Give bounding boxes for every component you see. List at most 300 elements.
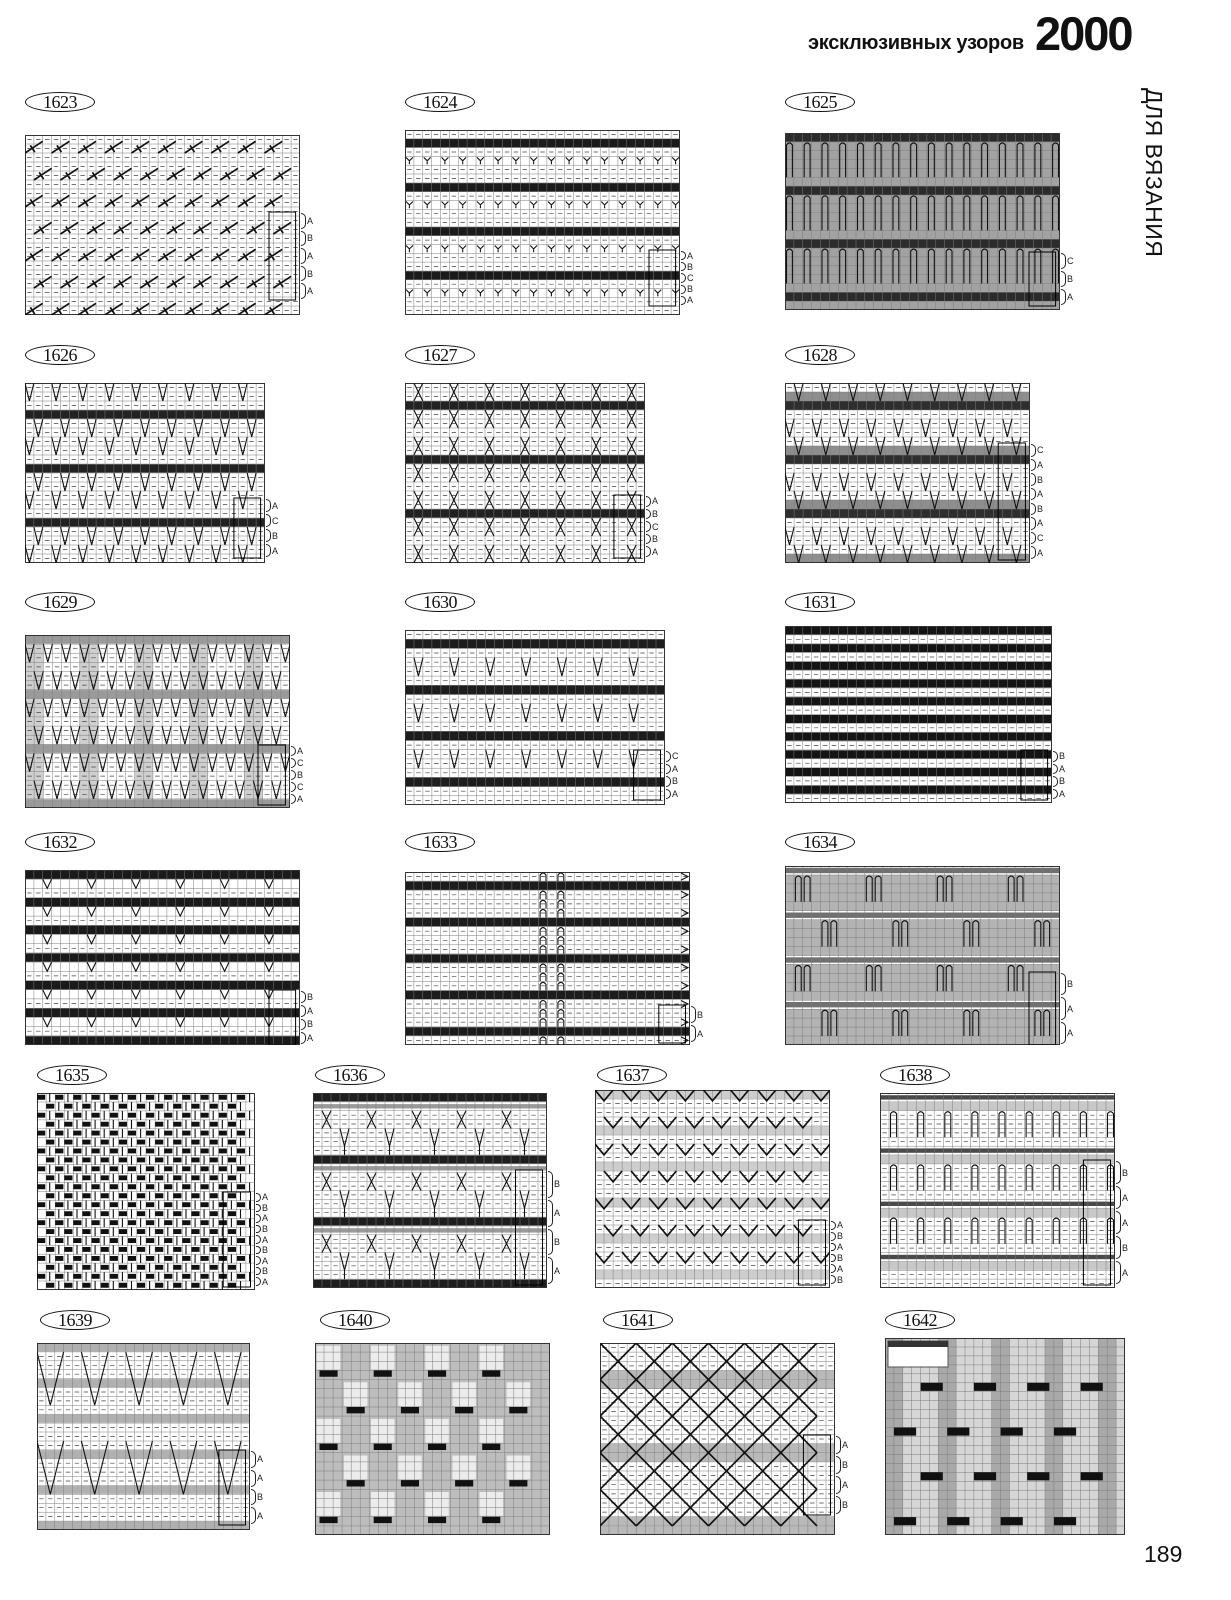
row-bracket (836, 1456, 841, 1474)
color-cell (425, 1419, 449, 1443)
row-bracket (256, 1235, 261, 1244)
color-band (785, 902, 1060, 911)
row-bracket (256, 1214, 261, 1223)
color-cell (371, 1492, 395, 1516)
row-label: B (837, 1274, 844, 1285)
row-bracket (256, 1277, 261, 1286)
row-bracket (1116, 1211, 1121, 1234)
row-label: A (672, 763, 679, 774)
row-label: A (257, 1510, 264, 1521)
color-band (405, 685, 665, 694)
row-label: B (307, 233, 314, 244)
grid-lines (25, 135, 300, 315)
row-label: B (272, 530, 279, 541)
pattern-number: 1637 (597, 1065, 667, 1085)
row-bracket (831, 1264, 836, 1273)
row-label: B (1037, 474, 1044, 485)
row-bracket (1116, 1161, 1121, 1184)
row-label: A (1037, 547, 1044, 558)
grid-lines (785, 866, 1060, 1045)
color-band (785, 1027, 1060, 1036)
color-band (785, 982, 1060, 991)
color-band (785, 893, 1060, 902)
row-label: A (262, 1255, 269, 1266)
color-band (405, 777, 665, 786)
row-label: A (307, 215, 314, 226)
color-band (785, 947, 1060, 956)
row-bracket (681, 251, 686, 260)
row-label: A (652, 546, 659, 557)
knitting-chart (600, 1343, 835, 1535)
color-cell (480, 1492, 504, 1516)
color-cell (425, 1492, 449, 1516)
row-bracket (836, 1476, 841, 1494)
row-bracket (548, 1257, 553, 1284)
row-bracket (666, 789, 671, 800)
row-label: B (837, 1252, 844, 1263)
row-bracket (1031, 517, 1036, 530)
row-label: C (297, 758, 304, 768)
color-band (785, 239, 1060, 248)
row-label: B (1059, 776, 1066, 787)
row-bracket (251, 1507, 256, 1524)
color-band (785, 938, 1060, 947)
row-bracket (1053, 776, 1058, 787)
row-bracket (836, 1436, 841, 1454)
row-label: A (1122, 1267, 1129, 1278)
row-label: C (687, 273, 694, 283)
pattern-number: 1639 (40, 1310, 110, 1330)
row-label: A (307, 1005, 314, 1016)
color-band (405, 401, 645, 410)
pattern-number: 1638 (880, 1065, 950, 1085)
row-bracket (256, 1204, 261, 1213)
pattern-number: 1631 (785, 592, 855, 612)
row-label: A (1067, 292, 1074, 302)
color-band (785, 257, 1060, 266)
row-bracket (831, 1275, 836, 1284)
row-bracket (548, 1171, 553, 1198)
color-band (785, 133, 1060, 142)
row-label: A (842, 1480, 849, 1490)
row-bracket (301, 1032, 306, 1044)
row-label: C (1037, 533, 1044, 544)
row-label: C (672, 751, 679, 762)
row-bracket (681, 296, 686, 305)
color-cell (507, 1456, 530, 1480)
row-bracket (548, 1200, 553, 1227)
row-bracket (1031, 532, 1036, 545)
row-bracket (831, 1243, 836, 1252)
color-band (785, 455, 1030, 464)
row-bracket (1061, 973, 1066, 995)
row-bracket (301, 1019, 306, 1031)
row-bracket (691, 1025, 696, 1042)
color-cell (507, 1382, 530, 1406)
row-label: B (554, 1236, 561, 1247)
color-band (25, 464, 265, 473)
row-bracket (291, 758, 296, 768)
row-label: B (554, 1179, 561, 1190)
row-bracket (291, 794, 296, 804)
row-bracket (1061, 289, 1066, 305)
color-band (405, 455, 645, 464)
row-label: A (554, 1265, 561, 1276)
color-band (785, 1036, 1060, 1045)
color-band (785, 973, 1060, 982)
color-cell (344, 1456, 368, 1480)
row-label: C (272, 515, 279, 526)
row-label: B (687, 284, 694, 295)
color-band (785, 401, 1030, 410)
knitting-chart (405, 872, 690, 1045)
row-label: A (687, 250, 694, 261)
color-cell (317, 1419, 341, 1443)
color-band (785, 913, 1060, 918)
knitting-chart (785, 626, 1052, 803)
row-label: A (697, 1028, 704, 1039)
color-band (25, 1036, 300, 1045)
color-cell (452, 1456, 476, 1480)
knitting-chart (595, 1090, 830, 1288)
row-bracket (1053, 789, 1058, 800)
row-label: B (307, 1019, 314, 1030)
row-bracket (646, 534, 651, 545)
color-band (25, 690, 290, 698)
side-section-title: ДЛЯ ВЯЗАНИЯ (1141, 88, 1167, 258)
row-label: C (652, 521, 659, 532)
color-band (785, 957, 1060, 962)
knitting-chart (37, 1093, 255, 1290)
row-label: A (272, 500, 279, 511)
color-band (25, 870, 300, 879)
color-cell (480, 1346, 504, 1370)
pattern-number: 1632 (25, 832, 95, 852)
row-label: C (1067, 256, 1074, 266)
row-bracket (266, 529, 271, 542)
grid-lines (785, 133, 1060, 310)
color-band (785, 151, 1060, 160)
color-band (785, 509, 1030, 518)
knitting-chart (25, 383, 265, 563)
row-bracket (266, 514, 271, 527)
row-bracket (1031, 503, 1036, 516)
row-bracket (681, 262, 686, 271)
row-bracket (831, 1232, 836, 1241)
row-label: A (1122, 1217, 1129, 1228)
row-bracket (831, 1254, 836, 1263)
row-label: A (262, 1234, 269, 1245)
row-label: B (297, 770, 304, 780)
knitting-chart (315, 1343, 550, 1535)
knitting-chart (313, 1093, 547, 1288)
row-bracket (646, 546, 651, 557)
row-label: B (652, 534, 659, 545)
row-label: A (297, 746, 304, 756)
color-cell (371, 1419, 395, 1443)
row-label: B (842, 1460, 849, 1470)
row-bracket (1116, 1236, 1121, 1259)
color-cell (398, 1382, 422, 1406)
grid-path (785, 626, 1052, 803)
row-label: B (1067, 274, 1074, 284)
pattern-number: 1633 (405, 832, 475, 852)
row-bracket (646, 509, 651, 520)
color-band (25, 926, 300, 935)
row-bracket (301, 991, 306, 1003)
row-label: B (307, 268, 314, 279)
color-band (25, 745, 290, 753)
color-band (785, 204, 1060, 213)
color-band (405, 227, 680, 235)
row-bracket (291, 746, 296, 756)
book-title-number: 2000 (1035, 7, 1132, 60)
row-label: A (1059, 788, 1066, 799)
row-label: B (697, 1009, 704, 1020)
row-bracket (301, 248, 306, 264)
pattern-number: 1641 (603, 1310, 673, 1330)
row-bracket (1061, 1022, 1066, 1044)
row-bracket (1053, 751, 1058, 762)
row-bracket (681, 285, 686, 294)
pattern-number: 1636 (315, 1065, 385, 1085)
book-subtitle: эксклюзивных узоров (808, 32, 1024, 54)
row-bracket (301, 266, 306, 282)
row-bracket (1031, 488, 1036, 501)
color-band (25, 518, 265, 527)
color-band (785, 275, 1060, 284)
row-bracket (301, 231, 306, 247)
pattern-number: 1630 (405, 592, 475, 612)
pattern-number: 1629 (25, 592, 95, 612)
knitting-chart (405, 130, 680, 315)
color-band (785, 230, 1060, 239)
row-label: A (1067, 1027, 1074, 1038)
color-cell (480, 1419, 504, 1443)
color-band (785, 884, 1060, 893)
row-label: B (687, 261, 694, 272)
color-cell (425, 1346, 449, 1370)
pattern-number: 1627 (405, 345, 475, 365)
knitting-chart (405, 383, 645, 563)
row-label: A (307, 251, 314, 261)
color-band (405, 183, 680, 191)
row-bracket (681, 273, 686, 282)
color-band (405, 731, 665, 740)
color-band (25, 410, 265, 419)
row-bracket (1061, 997, 1066, 1019)
row-label: B (837, 1231, 844, 1242)
row-bracket (256, 1256, 261, 1265)
color-band (785, 929, 1060, 938)
row-bracket (836, 1496, 841, 1514)
row-bracket (1053, 764, 1058, 775)
row-bracket (646, 496, 651, 507)
row-bracket (1061, 271, 1066, 287)
grid-path (785, 866, 1060, 1045)
row-bracket (1116, 1261, 1121, 1284)
row-bracket (256, 1246, 261, 1255)
pattern-number: 1634 (785, 832, 855, 852)
row-bracket (256, 1193, 261, 1202)
color-band (785, 284, 1060, 293)
color-band (785, 292, 1060, 301)
row-label: C (297, 782, 304, 792)
row-bracket (291, 782, 296, 792)
color-cell (398, 1456, 422, 1480)
color-band (785, 160, 1060, 169)
pattern-number: 1635 (37, 1065, 107, 1085)
row-label: A (272, 545, 279, 556)
pattern-number: 1626 (25, 345, 95, 365)
row-bracket (251, 1470, 256, 1487)
row-label: A (837, 1242, 844, 1253)
row-label: A (1037, 489, 1044, 500)
row-bracket (266, 544, 271, 557)
knitting-chart (25, 135, 300, 315)
row-bracket (301, 1005, 306, 1017)
color-band (785, 266, 1060, 275)
grid-path (25, 135, 300, 315)
row-bracket (1031, 473, 1036, 486)
row-label: A (1037, 518, 1044, 529)
knitting-chart (405, 630, 665, 805)
color-band (785, 186, 1060, 195)
row-label: B (262, 1202, 269, 1213)
row-label: B (672, 776, 679, 787)
row-bracket (646, 521, 651, 532)
color-band (25, 1009, 300, 1018)
knitting-chart (25, 870, 300, 1045)
row-label: B (262, 1245, 269, 1256)
pattern-number: 1625 (785, 92, 855, 112)
row-label: A (1067, 1003, 1074, 1014)
color-band (405, 271, 680, 279)
color-band (25, 799, 290, 807)
knitting-chart (37, 1343, 250, 1530)
row-label: A (1059, 763, 1066, 774)
row-bracket (1031, 546, 1036, 559)
row-label: A (672, 788, 679, 799)
row-label: B (257, 1491, 264, 1502)
color-cell (317, 1346, 341, 1370)
grid-lines (785, 383, 1030, 563)
color-band (785, 177, 1060, 186)
knitting-chart (25, 635, 290, 808)
row-label: A (262, 1192, 269, 1203)
row-bracket (251, 1451, 256, 1468)
row-label: A (262, 1213, 269, 1224)
grid-lines (785, 626, 1052, 803)
row-bracket (301, 213, 306, 229)
row-bracket (691, 1006, 696, 1023)
pattern-number: 1624 (405, 92, 475, 112)
pattern-number: 1640 (320, 1310, 390, 1330)
row-bracket (1031, 459, 1036, 472)
color-band (785, 222, 1060, 231)
color-band (25, 981, 300, 990)
row-label: B (1122, 1242, 1129, 1253)
row-bracket (266, 499, 271, 512)
grid-path (785, 383, 1030, 563)
page-number: 189 (1144, 1541, 1183, 1567)
row-label: A (307, 1033, 314, 1044)
pattern-number: 1623 (25, 92, 95, 112)
row-bracket (251, 1489, 256, 1506)
knitting-chart (785, 133, 1060, 310)
row-label: A (652, 496, 659, 507)
row-label: A (1122, 1192, 1129, 1203)
knitting-chart (880, 1093, 1115, 1288)
color-band (25, 953, 300, 962)
color-band (25, 898, 300, 907)
row-label: A (257, 1454, 264, 1465)
row-bracket (301, 283, 306, 299)
row-label: C (1037, 445, 1044, 456)
knitting-chart (785, 866, 1060, 1045)
color-cell (317, 1492, 341, 1516)
knitting-chart (785, 383, 1030, 563)
color-cell (371, 1346, 395, 1370)
row-bracket (666, 764, 671, 775)
row-bracket (256, 1225, 261, 1234)
row-label: A (297, 794, 304, 804)
row-label: A (307, 286, 314, 297)
row-label: A (554, 1208, 561, 1219)
color-band (785, 168, 1060, 177)
row-label: B (1067, 979, 1074, 990)
pattern-number: 1642 (885, 1310, 955, 1330)
row-label: B (1122, 1167, 1129, 1178)
row-bracket (1031, 444, 1036, 457)
row-bracket (831, 1221, 836, 1230)
row-bracket (256, 1267, 261, 1276)
row-label: A (1037, 459, 1044, 470)
color-band (785, 1002, 1060, 1007)
color-band (785, 213, 1060, 222)
row-label: A (842, 1440, 849, 1450)
row-bracket (1061, 253, 1066, 269)
legend-header (888, 1341, 948, 1347)
row-bracket (548, 1229, 553, 1256)
row-label: B (307, 991, 314, 1002)
row-label: A (257, 1473, 264, 1484)
row-bracket (291, 770, 296, 780)
row-label: A (262, 1276, 269, 1287)
row-bracket (1116, 1186, 1121, 1209)
color-band (405, 509, 645, 518)
row-label: A (687, 295, 694, 306)
row-label: B (652, 508, 659, 519)
color-band (405, 139, 680, 147)
color-cell (452, 1382, 476, 1406)
color-band (405, 639, 665, 648)
row-label: B (1059, 751, 1066, 762)
row-bracket (666, 751, 671, 762)
color-band (785, 868, 1060, 873)
row-label: A (837, 1220, 844, 1231)
color-band (785, 1018, 1060, 1027)
grid-path (785, 133, 1060, 310)
knitting-chart (885, 1338, 1125, 1535)
row-label: B (262, 1223, 269, 1234)
color-band (25, 636, 290, 644)
color-band (785, 991, 1060, 1000)
row-label: B (1037, 503, 1044, 514)
row-label: B (262, 1266, 269, 1277)
row-label: B (842, 1500, 849, 1510)
pattern-number: 1628 (785, 345, 855, 365)
